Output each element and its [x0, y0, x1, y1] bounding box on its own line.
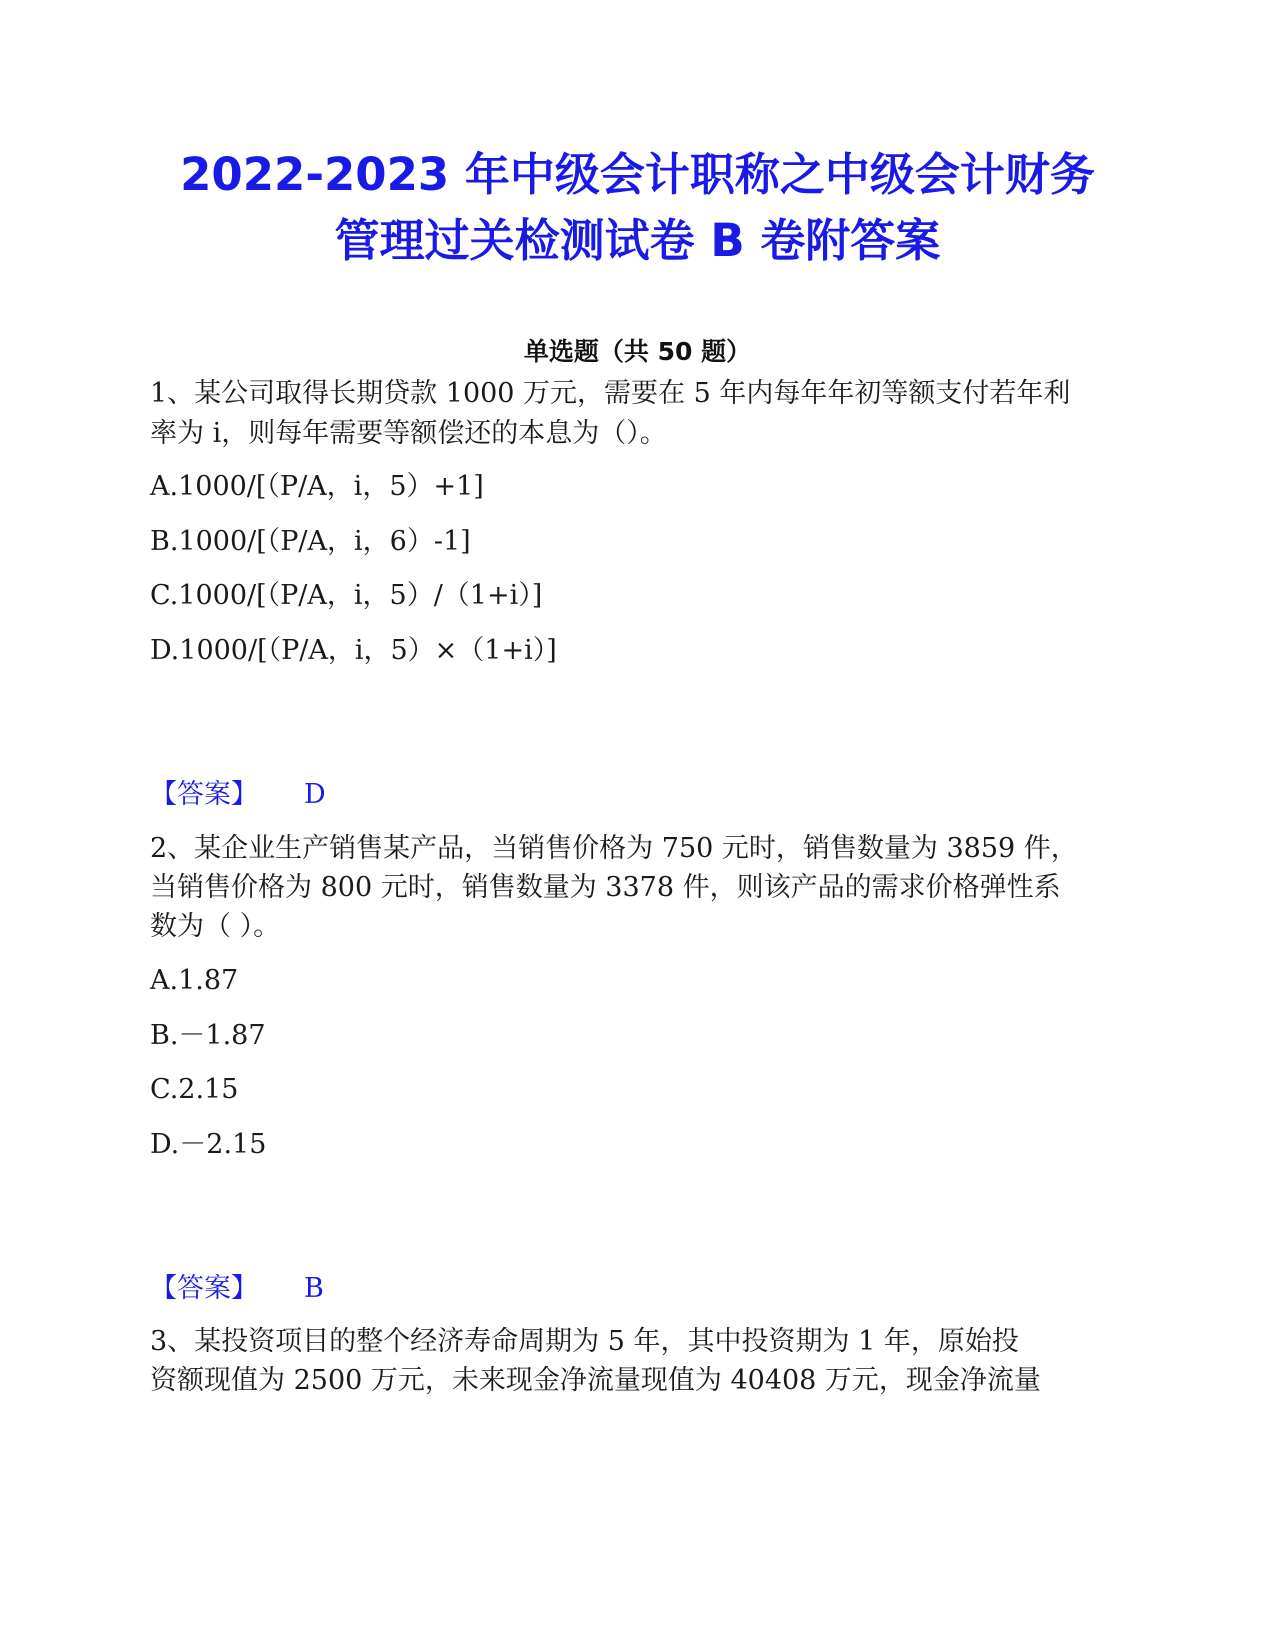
question-2-option-c: C.2.15	[150, 1074, 239, 1105]
question-1-option-a: A.1000/[（P/A，i，5）+1]	[150, 471, 484, 502]
question-1-option-d: D.1000/[（P/A，i，5）×（1+i）]	[150, 635, 557, 666]
document-title-line-2: 管理过关检测试卷 B 卷附答案	[334, 214, 941, 267]
question-2-answer	[150, 1269, 324, 1309]
question-3-stem-line-2: 资额现值为 2500 万元，未来现金净流量现值为 40408 万元，现金净流量	[150, 1365, 1041, 1396]
question-2-answer-value: B	[304, 1273, 324, 1304]
question-2-option-b: B.－1.87	[150, 1020, 266, 1051]
section-heading: 单选题（共 50 题）	[523, 337, 752, 366]
question-2-answer-label: 【答案】	[150, 1273, 258, 1304]
question-2-stem-line-1: 2、某企业生产销售某产品，当销售价格为 750 元时，销售数量为 3859 件，	[150, 833, 1078, 864]
question-2-stem-line-3: 数为（ ）。	[150, 911, 281, 942]
question-1-option-c: C.1000/[（P/A，i，5）/（1+i）]	[150, 580, 543, 611]
document-title-line-1: 2022-2023 年中级会计职称之中级会计财务	[180, 148, 1095, 201]
question-2-stem-line-2: 当销售价格为 800 元时，销售数量为 3378 件，则该产品的需求价格弹性系	[150, 872, 1061, 903]
question-1-answer-value: D	[304, 779, 326, 810]
question-2-option-a: A.1.87	[150, 965, 239, 996]
question-2-option-d: D.－2.15	[150, 1129, 267, 1160]
question-1-answer	[150, 775, 326, 815]
question-1-answer-label: 【答案】	[150, 779, 258, 810]
question-1-stem-line-2: 率为 i，则每年需要等额偿还的本息为（）。	[150, 418, 667, 449]
question-1-option-b: B.1000/[（P/A，i，6）-1]	[150, 526, 471, 557]
question-3-stem-line-1: 3、某投资项目的整个经济寿命周期为 5 年，其中投资期为 1 年，原始投	[150, 1326, 1019, 1357]
question-1-stem-line-1: 1、某公司取得长期贷款 1000 万元，需要在 5 年内每年年初等额支付若年利	[150, 378, 1071, 409]
